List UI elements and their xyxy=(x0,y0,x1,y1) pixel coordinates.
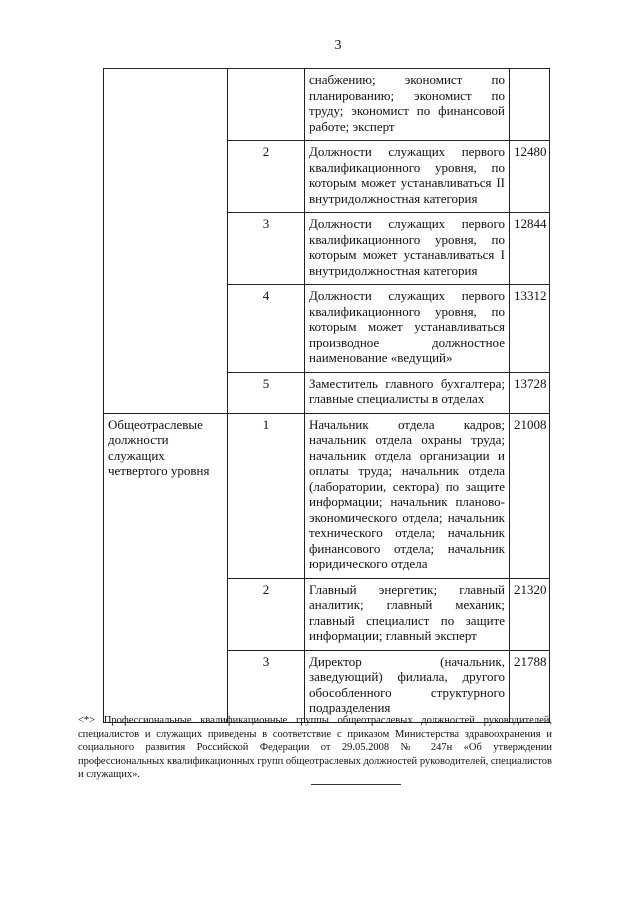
page-number: 3 xyxy=(334,38,342,53)
positions-cell: снабжению; экономист по планированию; экономист по труду; экономист по финансовой работе; эксперт xyxy=(305,69,510,141)
salary-cell: 12844 xyxy=(510,213,550,285)
positions-cell: Должности служащих первого квалификационного уровня, по которым может устанавливаться I внутридолжностная категория xyxy=(305,213,510,285)
end-rule xyxy=(311,784,401,785)
positions-cell: Начальник отдела кадров; начальник отдела охраны труда; начальник отдела организации и оплаты труда; начальник отдела (лаборатории, сектора) по защите информации; начальник планово-экономического отдела; начальник технического отдела; начальник финансового отдела; начальник юридического отдела xyxy=(305,413,510,578)
level-cell: 5 xyxy=(228,372,305,413)
salary-cell: 13312 xyxy=(510,285,550,373)
positions-cell: Должности служащих первого квалификационного уровня, по которым может устанавливаться II внутридолжностная категория xyxy=(305,141,510,213)
table-row xyxy=(104,413,550,578)
level-cell: 2 xyxy=(228,578,305,650)
level-cell: 3 xyxy=(228,650,305,722)
salary-cell: 21008 xyxy=(510,413,550,578)
group-cell-third-level xyxy=(104,69,228,414)
salary-cell xyxy=(510,69,550,141)
level-cell: 4 xyxy=(228,285,305,373)
qualification-table xyxy=(103,68,550,723)
salary-cell: 21320 xyxy=(510,578,550,650)
salary-cell: 13728 xyxy=(510,372,550,413)
positions-cell: Директор (начальник, заведующий) филиала, другого обособленного структурного подразделения xyxy=(305,650,510,722)
salary-cell: 12480 xyxy=(510,141,550,213)
footnote: <*> Профессиональные квалификационные группы общеотраслевых должностей руководителей, специалистов и служащих приведены в соответствие с приказом Министерства здравоохранения и социального развития Российской Федерации от 29.05.2008 № 247н «Об утверждении профессиональных квалификационных групп общеотраслевых должностей руководителей, специалистов и служащих». xyxy=(78,715,552,780)
positions-cell: Заместитель главного бухгалтера; главные специалисты в отделах xyxy=(305,372,510,413)
positions-cell: Должности служащих первого квалификационного уровня, по которым может устанавливаться производное должностное наименование «ведущий» xyxy=(305,285,510,373)
level-cell: 2 xyxy=(228,141,305,213)
level-cell xyxy=(228,69,305,141)
level-cell: 1 xyxy=(228,413,305,578)
positions-cell: Главный энергетик; главный аналитик; главный механик; главный специалист по защите информации; главный эксперт xyxy=(305,578,510,650)
level-cell: 3 xyxy=(228,213,305,285)
group-cell-fourth-level: Общеотраслевые должности служащих четвертого уровня xyxy=(104,413,228,722)
salary-cell: 21788 xyxy=(510,650,550,722)
table-row xyxy=(104,69,550,141)
